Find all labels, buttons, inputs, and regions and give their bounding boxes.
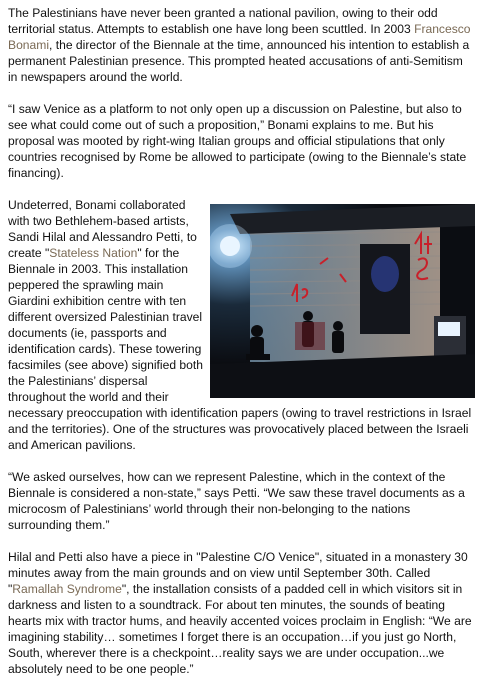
night-street-photo bbox=[210, 204, 475, 398]
link-ramallah-syndrome[interactable]: Ramallah Syndrome bbox=[12, 582, 122, 596]
paragraph-1-text-a: The Palestinians have never been granted a national pavilion, owing to their odd territorial status. Attempts to establish one have long been scuttled. In 2003 bbox=[8, 6, 438, 36]
paragraph-1 bbox=[8, 5, 475, 85]
photo-illustration bbox=[210, 204, 475, 398]
paragraph-4: “We asked ourselves, how can we represent Palestine, which in the context of the Biennale is considered a non-state,” says Petti. “We saw these travel documents as a microcosm of Palestinians’ world through their non-belonging to the nations surrounding them.” bbox=[8, 470, 465, 532]
article-body bbox=[8, 5, 475, 693]
link-stateless-nation[interactable]: Stateless Nation bbox=[49, 246, 138, 260]
link-francesco-bonami[interactable]: Francesco Bonami bbox=[8, 22, 471, 52]
paragraph-3-text-b: " for the Biennale in 2003. This installation peppered the sprawling main Giardini exhibition centre with ten different oversized Palestinian travel documents (ie, passports and identification cards). These towering facsimiles (see above) signified both the Palestinians’ dispersal throughout the world and their necessary preoccupation with identification papers (owing to travel restrictions in Israel and the territories). One of the structures was provocatively placed between the Israeli and American pavilions. bbox=[8, 246, 472, 452]
paragraph-5 bbox=[8, 549, 475, 677]
paragraph-1-text-b: , the director of the Biennale at the time, announced his intention to establish a permanent Palestinian presence. This prompted heated accusations of anti-Semitism in newspapers around the world. bbox=[8, 38, 470, 84]
paragraph-5-text-b: ", the installation consists of a padded cell in which visitors sit in darkness and listen to a soundtrack. For about ten minutes, the sounds of beating hearts mix with tractor hums, and heavily accented voices proclaim in English: “We are imagining stability… sometimes I forget there is an occupation…if you just go North, South, wherever there is a checkpoint…reality says we are under occupation...we absolutely need to be one people.” bbox=[8, 582, 472, 676]
paragraph-3-text-a: Undeterred, Bonami collaborated with two Bethlehem-based artists, Sandi Hilal and Alessandro Petti, to create " bbox=[8, 198, 197, 260]
paragraph-5-text-a: Hilal and Petti also have a piece in "Palestine C/O Venice", situated in a monastery 30 minutes away from the main grounds and on view until September 30th. Called " bbox=[8, 550, 468, 596]
paragraph-2: “I saw Venice as a platform to not only open up a discussion on Palestine, but also to see what could come out of such a proposition,” Bonami explains to me. But his proposal was mooted by right-wing Italian groups and official stipulations that only countries recognised by Rome be allowed to participate (owing to the Biennale’s state financing). bbox=[8, 102, 467, 180]
